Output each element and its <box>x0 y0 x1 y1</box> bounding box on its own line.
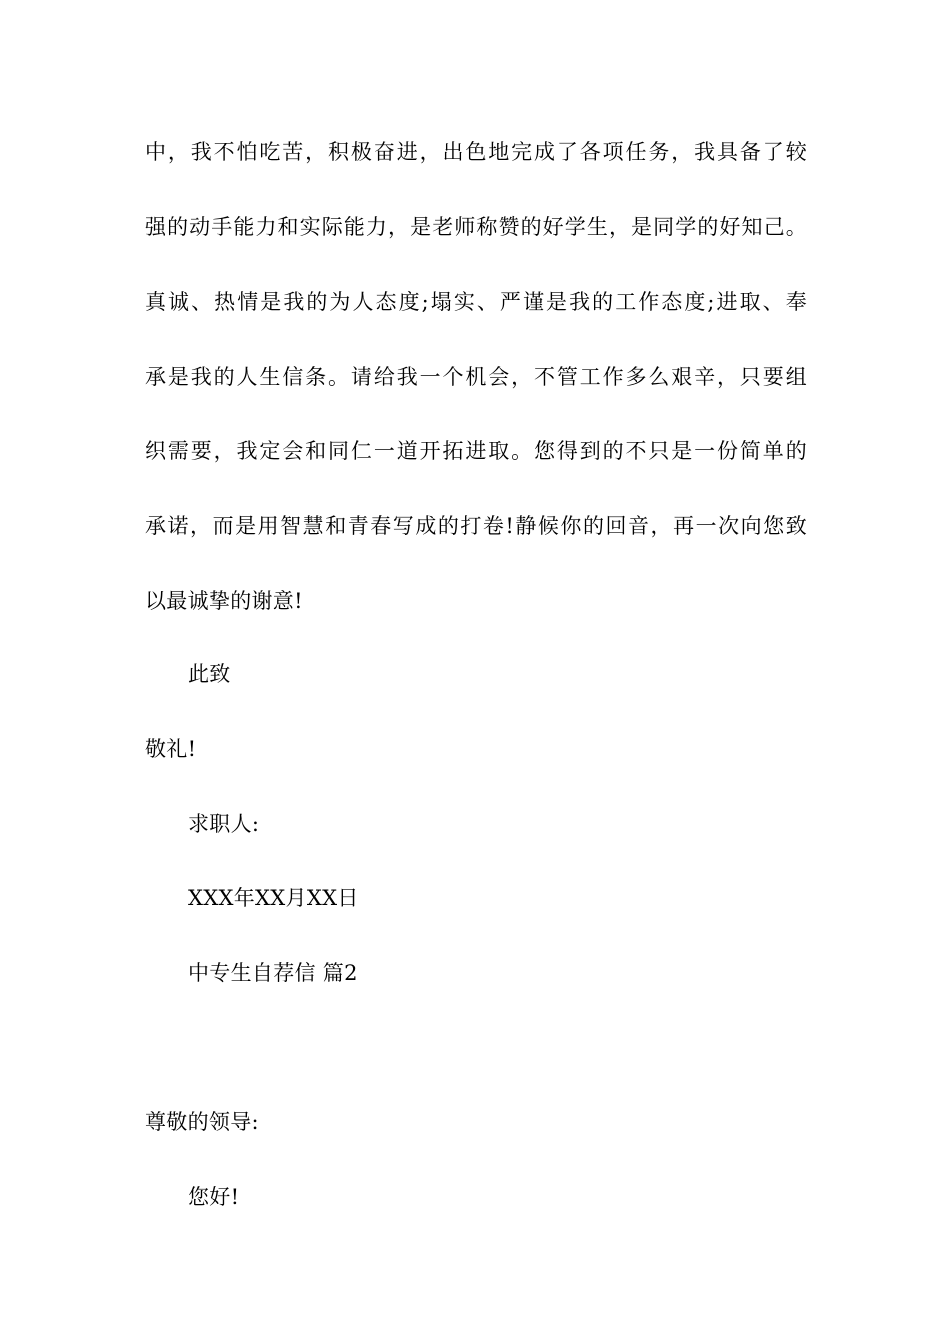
paragraph-line-6: 承诺，而是用智慧和青春写成的打卷!静候你的回音，再一次向您致 <box>145 514 807 538</box>
paragraph-line-4: 承是我的人生信条。请给我一个机会，不管工作多么艰辛，只要组 <box>145 365 807 389</box>
letter-date: XXX年XX月XX日 <box>188 886 359 910</box>
paragraph-line-3: 真诚、热情是我的为人态度;塌实、严谨是我的工作态度;进取、奉 <box>145 290 807 314</box>
paragraph-line-1: 中，我不怕吃苦，积极奋进，出色地完成了各项任务，我具备了较 <box>145 140 807 164</box>
letter2-greeting: 您好! <box>188 1185 240 1209</box>
paragraph-line-5: 织需要，我定会和同仁一道开拓进取。您得到的不只是一份简单的 <box>145 439 807 463</box>
paragraph-line-2: 强的动手能力和实际能力，是老师称赞的好学生，是同学的好知己。 <box>145 215 807 239</box>
closing-ci-zhi: 此致 <box>188 662 231 686</box>
letter2-salutation: 尊敬的领导: <box>145 1110 259 1134</box>
closing-jing-li: 敬礼! <box>145 737 197 761</box>
paragraph-line-7: 以最诚挚的谢意! <box>145 589 303 613</box>
section-title: 中专生自荐信 篇2 <box>188 961 358 985</box>
applicant-label: 求职人: <box>188 812 260 836</box>
